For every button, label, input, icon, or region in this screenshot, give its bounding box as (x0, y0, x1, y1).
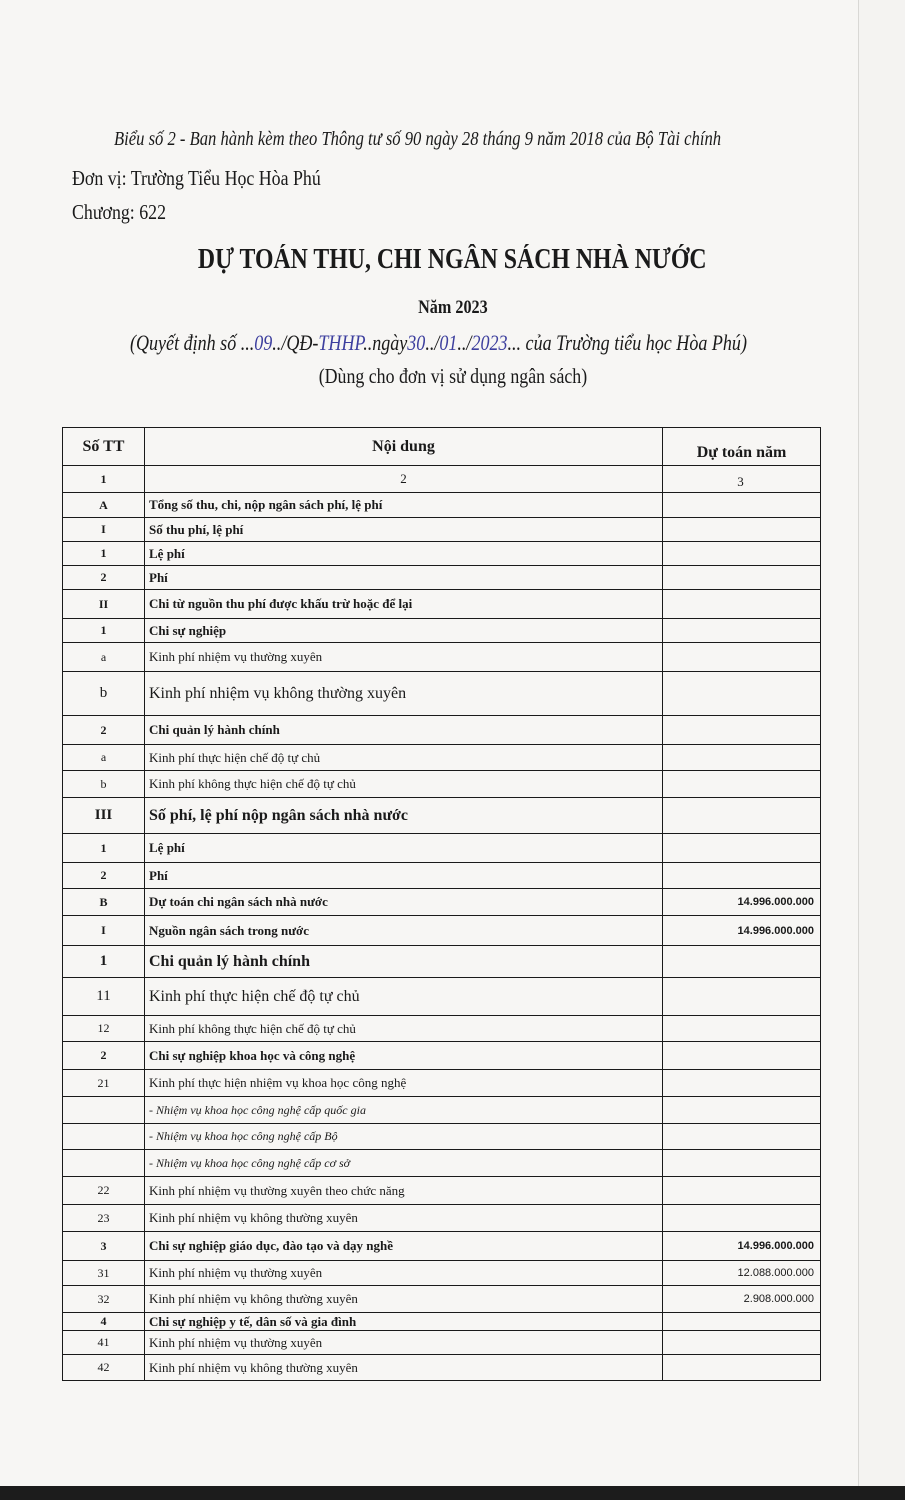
table-row (63, 889, 821, 916)
row-estimate: 14.996.000.000 (663, 1232, 821, 1261)
table-row (63, 1177, 821, 1205)
row-stt: 23 (63, 1205, 145, 1232)
row-stt: 11 (63, 978, 145, 1016)
row-content: Kinh phí nhiệm vụ thường xuyên (145, 1261, 663, 1286)
row-estimate (663, 672, 821, 716)
usage-note: (Dùng cho đơn vị sử dụng ngân sách) (318, 364, 587, 388)
header-content: Nội dung (145, 428, 663, 466)
table-row (63, 643, 821, 672)
row-estimate (663, 1205, 821, 1232)
row-content: Kinh phí nhiệm vụ không thường xuyên (145, 672, 663, 716)
table-row (63, 745, 821, 771)
row-stt: b (63, 771, 145, 798)
table-row (63, 672, 821, 716)
row-estimate (663, 978, 821, 1016)
table-row (63, 978, 821, 1016)
row-estimate (663, 643, 821, 672)
table-row (63, 518, 821, 542)
decision-month: 01 (439, 330, 458, 355)
row-stt: 22 (63, 1177, 145, 1205)
row-estimate (663, 745, 821, 771)
row-estimate: 2.908.000.000 (663, 1286, 821, 1313)
row-stt (63, 1124, 145, 1150)
row-estimate (663, 590, 821, 619)
row-estimate (663, 493, 821, 518)
row-stt: I (63, 518, 145, 542)
form-note: Biểu số 2 - Ban hành kèm theo Thông tư số 90 ngày 28 tháng 9 năm 2018 của Bộ Tài chính (114, 128, 722, 150)
row-content: - Nhiệm vụ khoa học công nghệ cấp cơ sở (145, 1150, 663, 1177)
row-content: Phí (145, 566, 663, 590)
table-row (63, 1097, 821, 1124)
row-content: - Nhiệm vụ khoa học công nghệ cấp Bộ (145, 1124, 663, 1150)
row-stt: 32 (63, 1286, 145, 1313)
table-row (63, 798, 821, 834)
decision-line: (Quyết định số ...09../QĐ-THHP..ngày30../01../2023... của Trường tiểu học Hòa Phú) (130, 330, 747, 355)
row-stt: 31 (63, 1261, 145, 1286)
row-content: Số phí, lệ phí nộp ngân sách nhà nước (145, 798, 663, 834)
row-stt: 2 (63, 566, 145, 590)
row-estimate: 14.996.000.000 (663, 916, 821, 946)
row-content: Kinh phí nhiệm vụ thường xuyên theo chức năng (145, 1177, 663, 1205)
row-estimate (663, 1177, 821, 1205)
table-row (63, 542, 821, 566)
table-row (63, 1331, 821, 1355)
row-content: Chi sự nghiệp (145, 619, 663, 643)
table-row (63, 716, 821, 745)
row-estimate (663, 518, 821, 542)
table-row (63, 619, 821, 643)
decision-code: THHP (318, 330, 364, 355)
table-row (63, 1286, 821, 1313)
row-content: Kinh phí nhiệm vụ không thường xuyên (145, 1286, 663, 1313)
row-content: Kinh phí thực hiện nhiệm vụ khoa học công nghệ (145, 1070, 663, 1097)
row-content: Kinh phí nhiệm vụ không thường xuyên (145, 1205, 663, 1232)
row-stt: 1 (63, 946, 145, 978)
table-row (63, 1016, 821, 1042)
column-number: 2 (145, 466, 663, 493)
row-content: Chi quản lý hành chính (145, 716, 663, 745)
row-content: Kinh phí thực hiện chế độ tự chủ (145, 745, 663, 771)
header-estimate: Dự toán năm (663, 428, 821, 466)
table-row (63, 946, 821, 978)
row-stt: 4 (63, 1313, 145, 1331)
row-estimate (663, 798, 821, 834)
row-stt: III (63, 798, 145, 834)
decision-year: 2023 (471, 330, 508, 355)
row-estimate (663, 1150, 821, 1177)
row-stt: 12 (63, 1016, 145, 1042)
chapter-code: Chương: 622 (72, 200, 166, 224)
table-row (63, 771, 821, 798)
row-estimate (663, 834, 821, 863)
row-estimate (663, 1313, 821, 1331)
row-estimate (663, 1097, 821, 1124)
row-content: Kinh phí nhiệm vụ không thường xuyên (145, 1355, 663, 1381)
row-content: Kinh phí nhiệm vụ thường xuyên (145, 643, 663, 672)
row-content: Kinh phí nhiệm vụ thường xuyên (145, 1331, 663, 1355)
page-title: DỰ TOÁN THU, CHI NGÂN SÁCH NHÀ NƯỚC (198, 244, 707, 275)
row-stt: B (63, 889, 145, 916)
row-content: Chi quản lý hành chính (145, 946, 663, 978)
table-row (63, 1124, 821, 1150)
row-estimate (663, 619, 821, 643)
row-estimate (663, 1331, 821, 1355)
row-estimate: 14.996.000.000 (663, 889, 821, 916)
row-content: Chi sự nghiệp khoa học và công nghệ (145, 1042, 663, 1070)
decision-day: 30 (407, 330, 426, 355)
row-estimate (663, 1042, 821, 1070)
table-row (63, 1205, 821, 1232)
decision-number: 09 (254, 330, 273, 355)
row-stt: 42 (63, 1355, 145, 1381)
row-stt (63, 1097, 145, 1124)
row-content: Nguồn ngân sách trong nước (145, 916, 663, 946)
row-stt: b (63, 672, 145, 716)
table-row (63, 916, 821, 946)
row-stt: I (63, 916, 145, 946)
scan-edge (0, 1486, 905, 1500)
row-estimate (663, 1355, 821, 1381)
table-header-row (63, 428, 821, 466)
row-stt: 41 (63, 1331, 145, 1355)
table-row (63, 1150, 821, 1177)
row-content: Lệ phí (145, 834, 663, 863)
table-row (63, 493, 821, 518)
table-row (63, 566, 821, 590)
row-stt: a (63, 643, 145, 672)
row-content: Chi từ nguồn thu phí được khấu trừ hoặc để lại (145, 590, 663, 619)
column-number: 1 (63, 466, 145, 493)
unit-name: Đơn vị: Trường Tiểu Học Hòa Phú (72, 166, 321, 190)
row-estimate (663, 1016, 821, 1042)
row-content: Số thu phí, lệ phí (145, 518, 663, 542)
table-row (63, 834, 821, 863)
row-estimate (663, 1124, 821, 1150)
row-estimate (663, 771, 821, 798)
row-stt: II (63, 590, 145, 619)
row-content: - Nhiệm vụ khoa học công nghệ cấp quốc gia (145, 1097, 663, 1124)
row-stt: 1 (63, 542, 145, 566)
row-content: Chi sự nghiệp giáo dục, đào tạo và dạy nghề (145, 1232, 663, 1261)
row-estimate (663, 1070, 821, 1097)
table-row (63, 1070, 821, 1097)
row-stt: 2 (63, 1042, 145, 1070)
row-stt: a (63, 745, 145, 771)
budget-year: Năm 2023 (417, 297, 488, 318)
row-stt: 1 (63, 619, 145, 643)
table-row (63, 863, 821, 889)
table-row (63, 1313, 821, 1331)
column-number-row (63, 466, 821, 493)
row-estimate (663, 716, 821, 745)
table-row (63, 590, 821, 619)
row-content: Dự toán chi ngân sách nhà nước (145, 889, 663, 916)
row-stt: 1 (63, 834, 145, 863)
row-estimate (663, 566, 821, 590)
header-stt: Số TT (63, 428, 145, 466)
budget-table (62, 427, 821, 1381)
row-estimate: 12.088.000.000 (663, 1261, 821, 1286)
row-stt: 21 (63, 1070, 145, 1097)
row-stt: 3 (63, 1232, 145, 1261)
row-estimate (663, 946, 821, 978)
row-stt: 2 (63, 716, 145, 745)
row-content: Lệ phí (145, 542, 663, 566)
row-content: Kinh phí không thực hiện chế độ tự chủ (145, 771, 663, 798)
table-row (63, 1232, 821, 1261)
table-row (63, 1261, 821, 1286)
row-stt: A (63, 493, 145, 518)
row-content: Chi sự nghiệp y tế, dân số và gia đình (145, 1313, 663, 1331)
row-content: Tổng số thu, chi, nộp ngân sách phí, lệ phí (145, 493, 663, 518)
row-stt: 2 (63, 863, 145, 889)
row-stt (63, 1150, 145, 1177)
table-row (63, 1042, 821, 1070)
row-content: Kinh phí thực hiện chế độ tự chủ (145, 978, 663, 1016)
table-row (63, 1355, 821, 1381)
row-content: Kinh phí không thực hiện chế độ tự chủ (145, 1016, 663, 1042)
row-content: Phí (145, 863, 663, 889)
row-estimate (663, 542, 821, 566)
column-number: 3 (663, 466, 821, 493)
row-estimate (663, 863, 821, 889)
